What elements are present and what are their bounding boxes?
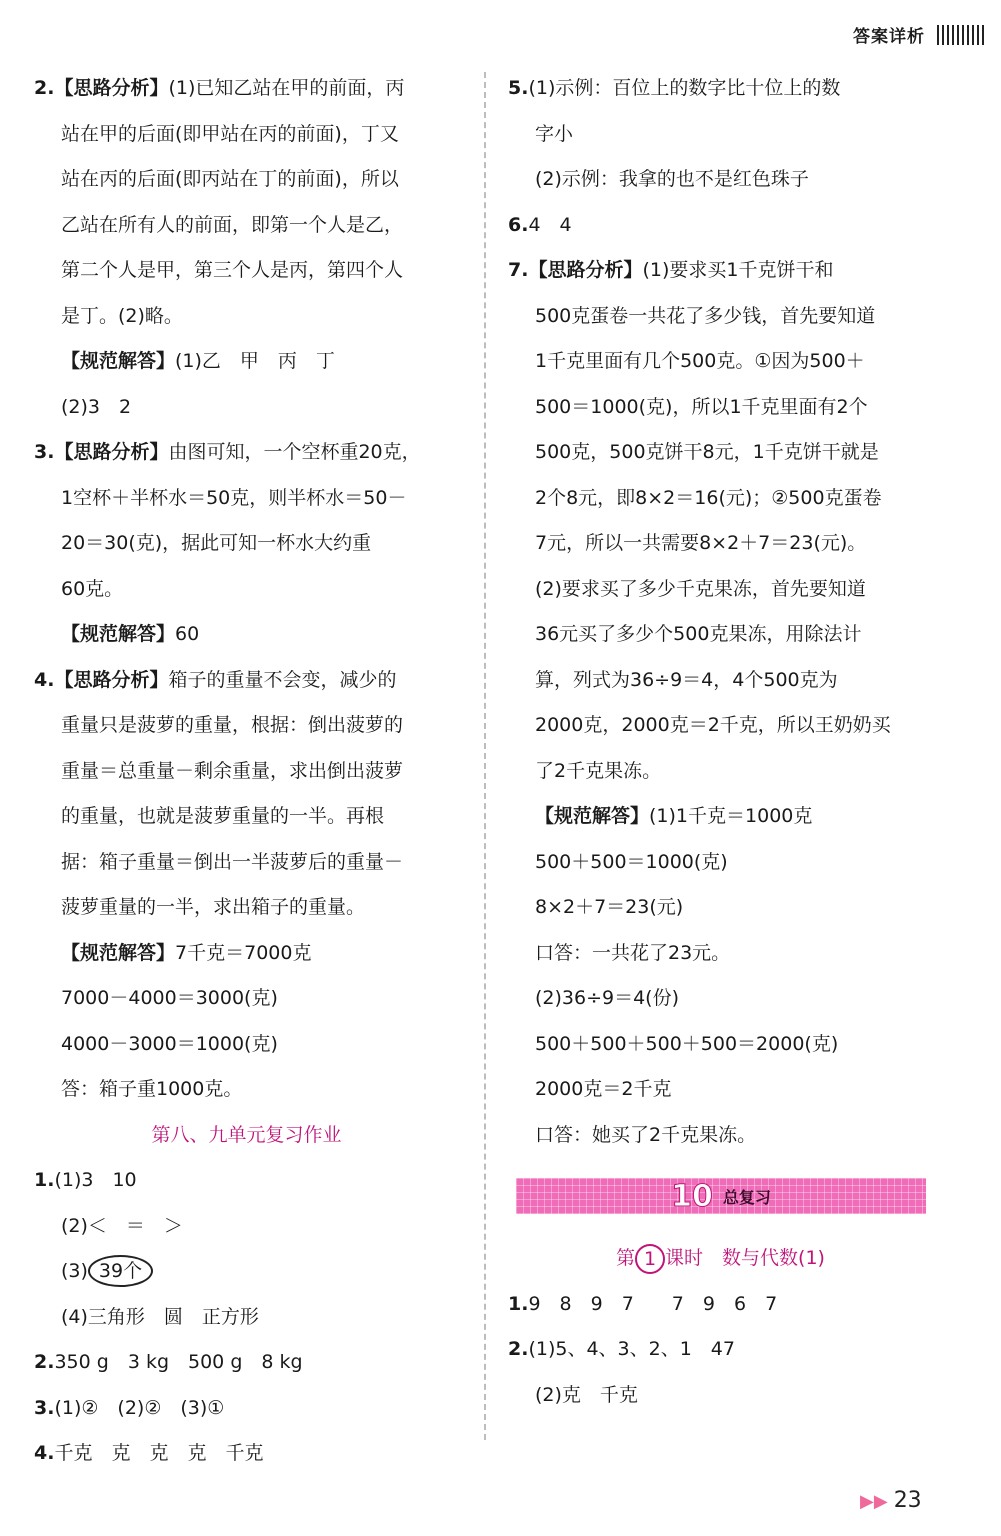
question-4: 4.【思路分析】箱子的重量不会变，减少的 重量只是菠萝的重量，根据：倒出菠萝的 重量＝总重量－剩余重量，求出倒出菠萝 的重量，也就是菠萝重量的一半。再根 据：箱子重量＝倒出一半菠萝后的重量－ 菠萝重量的一半，求出箱子的重量。 【规范解答】7千克＝7000克 7000－4000＝3000(克) 4000－3000＝1000(克) 答：箱子重1000克。 (34, 668, 404, 1100)
page-header (853, 22, 987, 47)
section-title-review: 第八、九单元复习作业 (151, 1123, 342, 1146)
chapter-banner (516, 1178, 926, 1214)
review-question-3: 3.(1)② (2)② (3)① (34, 1396, 225, 1419)
column-divider (484, 72, 486, 1440)
question-2: 2.【思路分析】(1)已知乙站在甲的前面，丙 站在甲的后面(即甲站在丙的前面)，丁又 站在丙的后面(即丙站在丁的前面)，所以 乙站在所有人的前面，即第一个人是乙， 第二个人是甲，第三个人是丙，第四个人 是丁。(2)略。 【规范解答】(1)乙 甲 丙 丁 (2)3 2 (34, 77, 405, 418)
question-6: 6.4 4 (508, 213, 572, 236)
left-column (34, 66, 459, 1477)
page-arrow-icon: ▶▶ (860, 1491, 888, 1512)
page-number: ▶▶ 23 (860, 1488, 922, 1513)
circled-answer: 39个 (88, 1255, 153, 1287)
lesson-number: 1 (635, 1244, 665, 1274)
review-question-2: 2.350 g 3 kg 500 g 8 kg (34, 1351, 303, 1373)
header-title: 答案详析 (853, 27, 925, 47)
lesson-question-1: 1.9 8 9 7 7 9 6 7 (508, 1292, 778, 1315)
lesson-title: 第 1 课时 数与代数(1) (508, 1236, 933, 1282)
chapter-title: 总复习 (722, 1187, 771, 1207)
lesson-question-2: 2.(1)5、4、3、2、1 47 (2)克 千克 (508, 1338, 735, 1406)
right-column (508, 66, 933, 1418)
review-question-1: 1.(1)3 10 (2)＜ ＝ ＞ (3) 39个 (4)三角形 圆 正方形 (34, 1169, 259, 1328)
question-3: 3.【思路分析】由图可知，一个空杯重20克， 1空杯＋半杯水＝50克，则半杯水＝50－ 20＝30(克)，据此可知一杯水大约重 60克。 【规范解答】60 (34, 441, 421, 645)
barcode-decoration (937, 25, 987, 45)
chapter-number: 10 (671, 1178, 713, 1214)
review-question-4: 4.千克 克 克 克 千克 (34, 1442, 264, 1464)
question-7: 7.【思路分析】(1)要求买1千克饼干和 500克蛋卷一共花了多少钱，首先要知道 1千克里面有几个500克。①因为500＋ 500＝1000(克)，所以1千克里面有2个 500克，500克饼干8元，1千克饼干就是 2个8元，即8×2＝16(元)；②500克蛋卷 7元，所以一共需要8×2＋7＝23(元)。 (2)要求买了多少千克果冻，首先要知道 36元买了多少个500克果冻，用除法计 算，列式为36÷9＝4，4个500克为 2000克，2000克＝2千克，所以王奶奶买 了2千克果冻。 【规范解答】(1)1千克＝1000克 500＋500＝1000(克) 8×2＋7＝23(元) 口答：一共花了23元。 (2)36÷9＝4(份) 500＋500＋500＋500＝2000(克) 2000克＝2千克 口答：她买了2千克果冻。 (508, 259, 891, 1146)
question-5: 5.(1)示例：百位上的数字比十位上的数 字小 (2)示例：我拿的也不是红色珠子 (508, 77, 841, 190)
